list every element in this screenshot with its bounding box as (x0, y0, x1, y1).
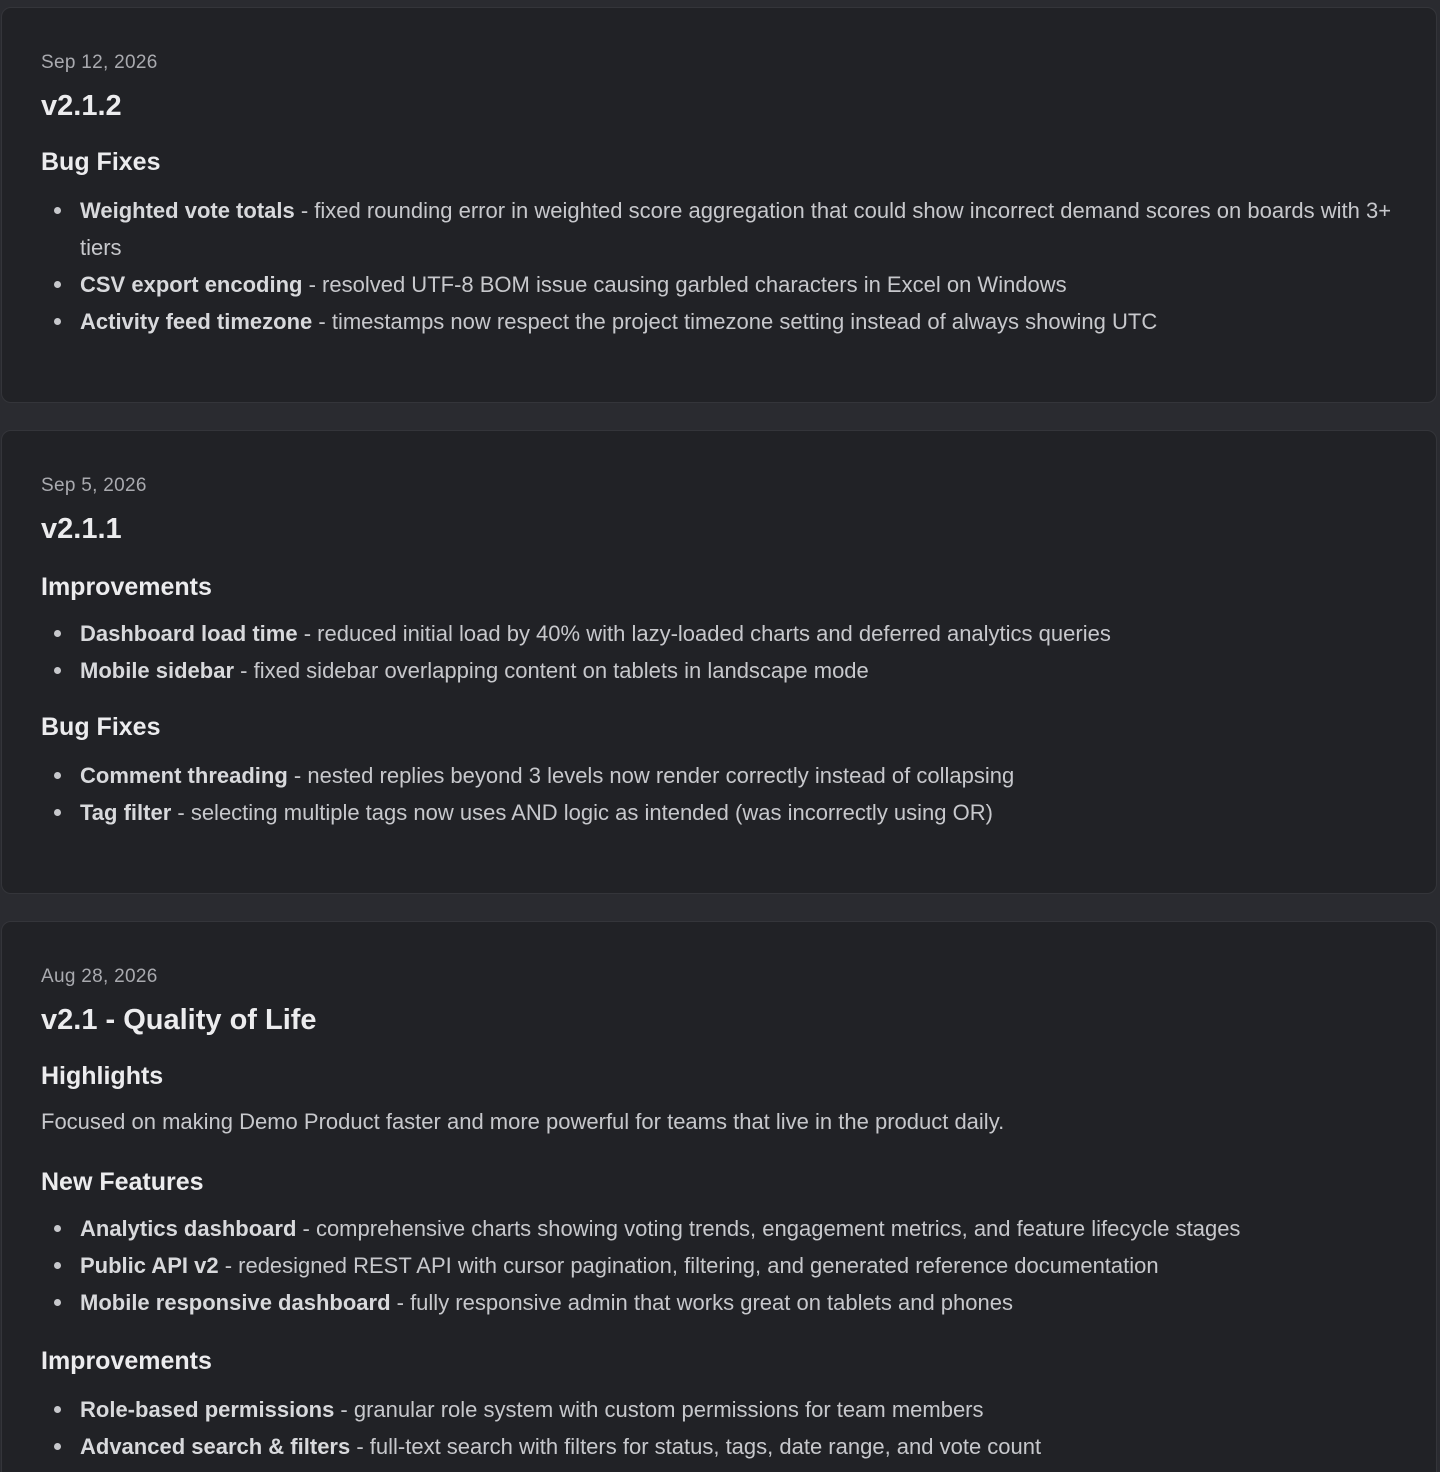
item-name: Mobile sidebar (80, 658, 235, 683)
item-desc: - comprehensive charts showing voting trends, engagement metrics, and feature lifecycle stages (296, 1216, 1241, 1241)
list-item (41, 303, 1397, 340)
list-item (41, 1428, 1397, 1465)
change-list (41, 1210, 1397, 1321)
list-item (41, 794, 1397, 831)
item-name: Role-based permissions (80, 1397, 335, 1422)
item-name: Public API v2 (80, 1253, 219, 1278)
item-name: CSV export encoding (80, 272, 303, 297)
item-name: Advanced search & filters (80, 1434, 351, 1459)
list-item (41, 192, 1397, 266)
list-item (41, 1391, 1397, 1428)
release-date: Aug 28, 2026 (41, 966, 158, 987)
release-card (1, 7, 1437, 403)
release-date: Sep 5, 2026 (41, 475, 147, 496)
item-name: Tag filter (80, 800, 172, 825)
item-desc: - fixed rounding error in weighted score aggregation that could show incorrect demand scores on boards with 3+ tiers (80, 198, 1392, 260)
list-item (41, 1210, 1397, 1247)
section-title: Bug Fixes (41, 713, 161, 741)
item-name: Mobile responsive dashboard (80, 1290, 391, 1315)
item-desc: - timestamps now respect the project timezone setting instead of always showing UTC (312, 309, 1158, 334)
list-item (41, 757, 1397, 794)
section-title: Improvements (41, 1347, 212, 1375)
release-version: v2.1.1 (41, 513, 122, 545)
item-desc: - selecting multiple tags now uses AND logic as intended (was incorrectly using OR) (171, 800, 993, 825)
change-list (41, 192, 1397, 340)
list-item (41, 1284, 1397, 1321)
release-date: Sep 12, 2026 (41, 52, 158, 73)
release-card (1, 921, 1437, 1472)
item-desc: - reduced initial load by 40% with lazy-loaded charts and deferred analytics queries (297, 621, 1111, 646)
list-item (41, 266, 1397, 303)
item-desc: - full-text search with filters for status, tags, date range, and vote count (350, 1434, 1042, 1459)
section-title: Improvements (41, 573, 212, 601)
item-name: Dashboard load time (80, 621, 298, 646)
item-name: Analytics dashboard (80, 1216, 297, 1241)
item-name: Activity feed timezone (80, 309, 313, 334)
item-name: Weighted vote totals (80, 198, 295, 223)
list-item (41, 652, 1397, 689)
release-version: v2.1.2 (41, 90, 122, 122)
section-title: Bug Fixes (41, 148, 161, 176)
release-card (1, 430, 1437, 894)
list-item (41, 615, 1397, 652)
item-desc: - resolved UTF-8 BOM issue causing garbled characters in Excel on Windows (302, 272, 1067, 297)
change-list (41, 615, 1397, 689)
section-title: New Features (41, 1168, 204, 1196)
change-list (41, 1391, 1397, 1465)
item-name: Comment threading (80, 763, 288, 788)
item-desc: - fully responsive admin that works great on tablets and phones (390, 1290, 1013, 1315)
change-list (41, 757, 1397, 831)
item-desc: - nested replies beyond 3 levels now render correctly instead of collapsing (287, 763, 1015, 788)
item-desc: - redesigned REST API with cursor pagination, filtering, and generated reference documentation (218, 1253, 1159, 1278)
item-desc: - granular role system with custom permissions for team members (334, 1397, 984, 1422)
list-item (41, 1247, 1397, 1284)
item-desc: - fixed sidebar overlapping content on tablets in landscape mode (234, 658, 869, 683)
release-version: v2.1 - Quality of Life (41, 1004, 317, 1036)
highlights-text: Focused on making Demo Product faster and more powerful for teams that live in the product daily. (41, 1109, 1005, 1134)
highlights-title: Highlights (41, 1062, 164, 1090)
